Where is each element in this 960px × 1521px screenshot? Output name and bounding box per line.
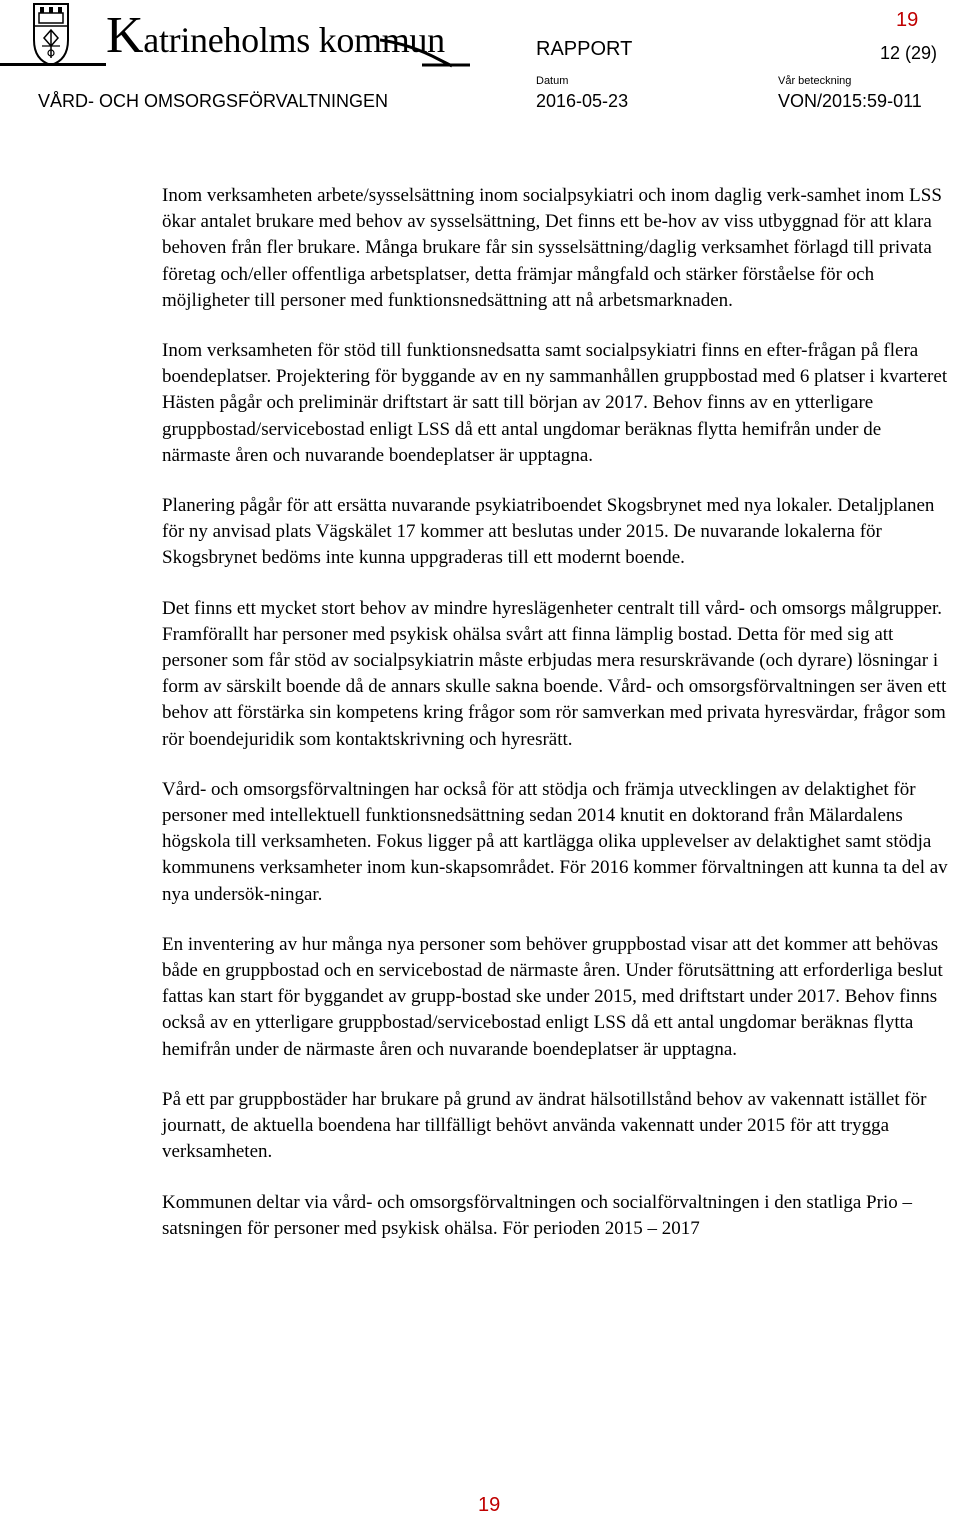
- paragraph: Det finns ett mycket stort behov av mindre hyreslägenheter centralt till vård- och omsorgs målgrupper. Framförallt har personer med psykisk ohälsa svårt att finna lämplig bostad. Detta för med sig att personer som får stöd av socialpsykiatrin måste erbjudas mera resurskrävande (och dyrare) lösningar i form av särskilt boende då de annars skulle sakna boende. Vård- och omsorgsförvaltningen ser även ett behov att förstärka sin kompetens kring frågor som rör samverkan med privata hyresvärdar, frågor som rör boendejuridik som kontaktskrivning och hyresrätt.: [162, 597, 947, 750]
- municipality-name-initial: K: [106, 7, 144, 64]
- municipality-name-rest: atrineholms kommun: [143, 20, 445, 60]
- header-rule-left: [0, 63, 106, 66]
- coat-of-arms-icon: [32, 2, 70, 66]
- paragraph: Inom verksamheten arbete/sysselsättning inom socialpsykiatri och inom daglig verk-samhet inom LSS ökar antalet brukare med behov av sysselsättning, Det finns ett be-hov av viss utbyggnad för att klara behoven från fler brukare. Många brukare får sin sysselsättning/daglig verksamhet förlagd till privata företag och/eller offentliga arbetsplatser, detta främjar mångfald och stärker förståelse för och möjligheter till personer med funktionsnedsättning att nå arbetsmarknaden.: [162, 185, 942, 311]
- paragraph: En inventering av hur många nya personer som behöver gruppbostad visar att det kommer att behövas både en gruppbostad och en servicebostad de närmaste åren. Under förutsättning att erforderliga beslut fattas kan start för byggandet av grupp-bostad ske under 2015, med driftstart under 2017. Behov finns också av en ytterligare gruppbostad/servicebostad enligt LSS då ett antal ungdomar beräknas flytta hemifrån under de närmaste åren och nuvarande boendeplatser är upptagna.: [162, 933, 943, 1060]
- date-value: 2016-05-23: [536, 91, 629, 111]
- date-label: Datum: [536, 75, 569, 87]
- paragraph: Vård- och omsorgsförvaltningen har också för att stödja och främja utvecklingen av delaktighet för personer med intellektuell funktionsnedsättning sedan 2014 knutit en doktorand från Mälardalens högskola till verksamheten. Fokus ligger på att kartlägga olika upplevelser av delaktighet samt stödja kommunens verksamheter inom kun-skapsområdet. För 2016 kommer förvaltningen att kunna ta del av nya undersök-ningar.: [162, 778, 948, 905]
- reference-label: Vår beteckning: [778, 75, 852, 87]
- document-body: [162, 183, 952, 1266]
- page-count: 12 (29): [880, 43, 938, 63]
- paragraph: Inom verksamheten för stöd till funktionsnedsatta samt socialpsykiatri finns en efter-frågan på flera boendeplatser. Projektering för byggande av en ny sammanhållen gruppbostad med 6 platser i kvarteret Hästen pågår och preliminär driftstart är satt till början av 2017. Behov finns av en ytterligare gruppbostad/servicebostad enligt LSS då ett antal ungdomar beräknas flytta hemifrån under de närmaste åren och nuvarande boendeplatser är upptagna.: [162, 340, 948, 466]
- header-swoosh: [380, 38, 470, 68]
- page-number-top: 19: [896, 9, 919, 31]
- page-number-footer: 19: [478, 1494, 501, 1516]
- paragraph: Planering pågår för att ersätta nuvarande psykiatriboendet Skogsbrynet med nya lokaler. Detaljplanen för ny anvisad plats Vägskälet 17 kommer att beslutas under 2015. De nuvarande lokalerna för Skogsbrynet bedöms inte kunna uppgraderas till ett modernt boende.: [162, 495, 935, 569]
- report-type: RAPPORT: [536, 38, 633, 60]
- paragraph: På ett par gruppbostäder har brukare på grund av ändrat hälsotillstånd behov av vakennatt istället för journatt, de aktuella boendena har tillfälligt behövt använda vakennatt under 2015 för att trygga verksamheten.: [162, 1088, 927, 1163]
- department-name: VÅRD- OCH OMSORGSFÖRVALTNINGEN: [38, 91, 389, 111]
- paragraph: Kommunen deltar via vård- och omsorgsförvaltningen och socialförvaltningen i den statliga Prio – satsningen för personer med psykisk ohälsa. För perioden 2015 – 2017: [162, 1191, 912, 1239]
- document-header: [0, 0, 960, 120]
- reference-value: VON/2015:59-011: [778, 91, 922, 111]
